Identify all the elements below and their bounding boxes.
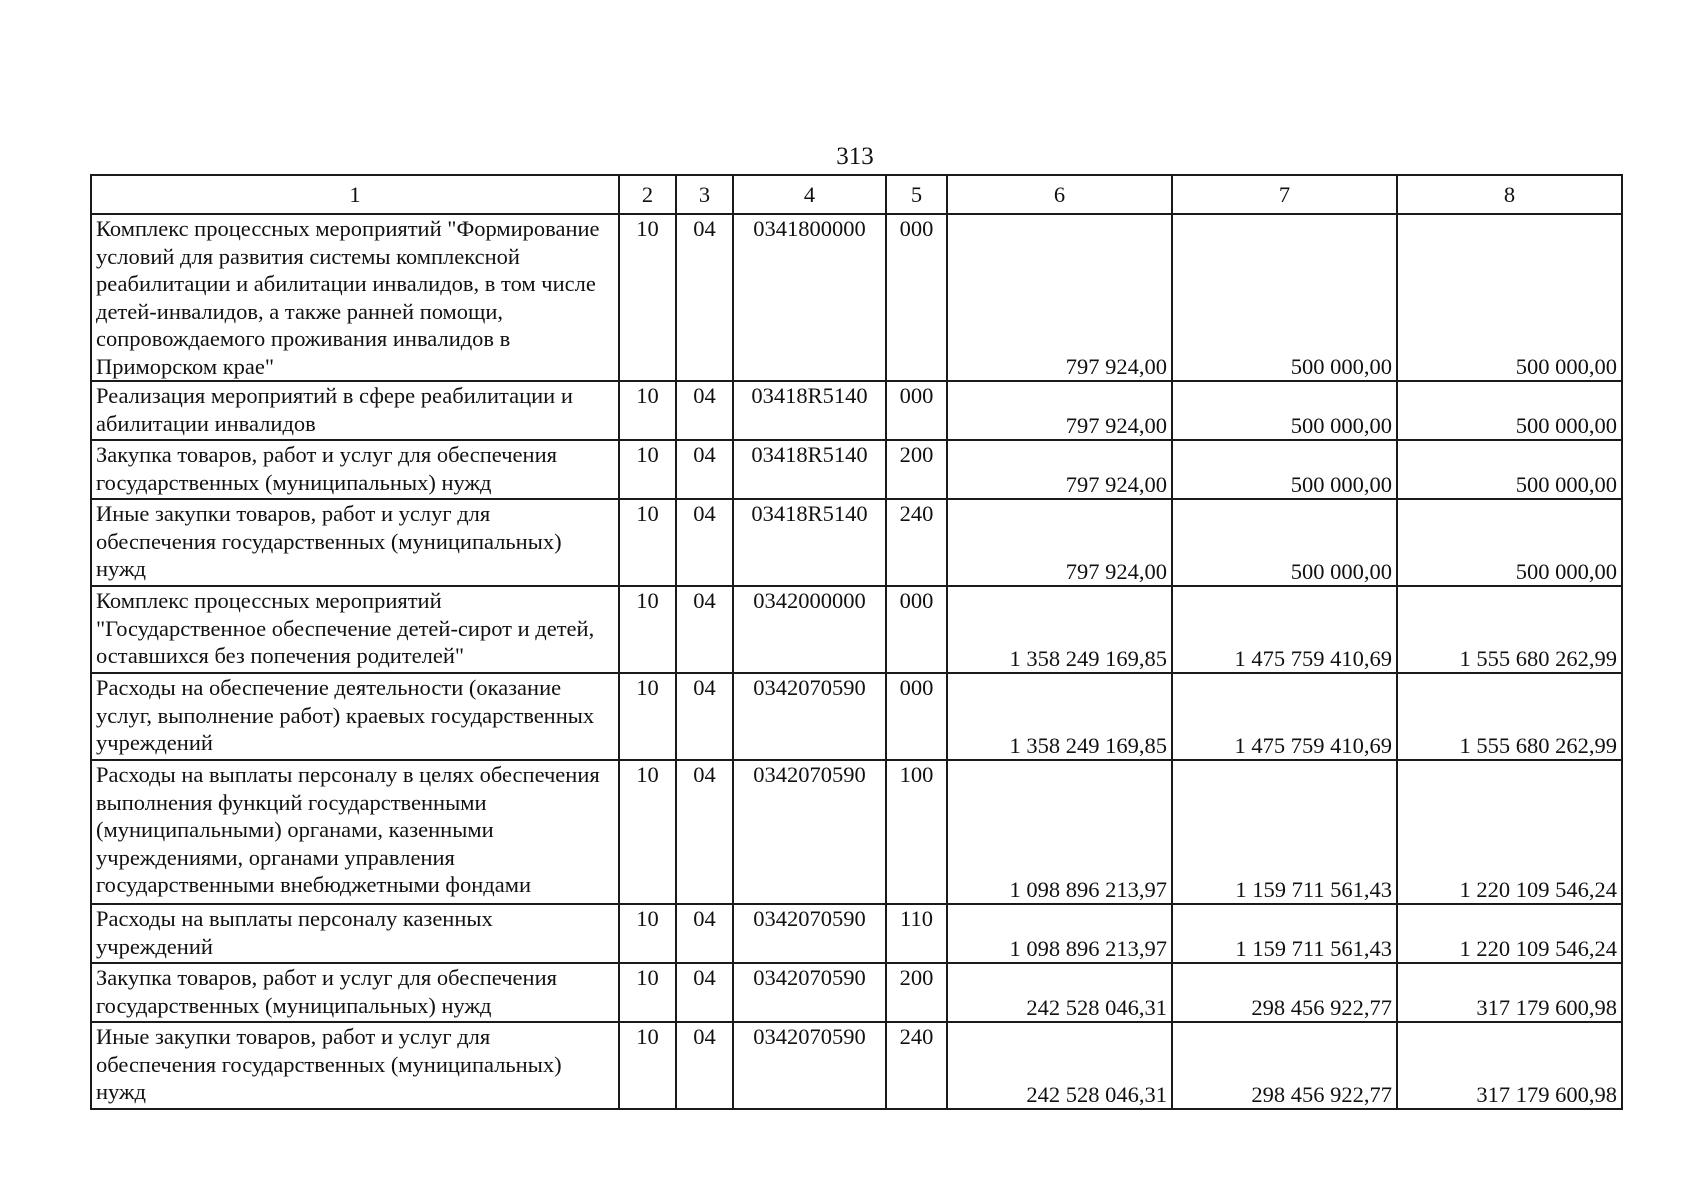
expense-type-code: 000 [886,586,947,673]
amount-col-7: 1 475 759 410,69 [1172,673,1397,760]
expense-name: Расходы на выплаты персоналу казенных учреждений [91,904,619,963]
section-code: 10 [619,760,676,904]
amount-col-8: 1 220 109 546,24 [1397,904,1622,963]
amount-col-7: 500 000,00 [1172,214,1397,381]
table-row [91,381,1622,440]
page-number: 313 [836,143,874,170]
amount-col-7: 1 159 711 561,43 [1172,904,1397,963]
column-header-7: 7 [1172,175,1397,214]
section-code: 10 [619,1022,676,1109]
section-code: 10 [619,904,676,963]
amount-col-8: 1 555 680 262,99 [1397,673,1622,760]
amount-col-7: 1 159 711 561,43 [1172,760,1397,904]
section-code: 10 [619,673,676,760]
expense-type-code: 240 [886,1022,947,1109]
amount-col-8: 500 000,00 [1397,381,1622,440]
column-header-4: 4 [733,175,886,214]
table-row [91,499,1622,586]
table-row [91,963,1622,1022]
target-item-code: 0342070590 [733,673,886,760]
header-row [91,175,1622,214]
amount-col-6: 242 528 046,31 [947,963,1172,1022]
section-code: 10 [619,963,676,1022]
subsection-code: 04 [676,499,733,586]
column-header-3: 3 [676,175,733,214]
subsection-code: 04 [676,673,733,760]
target-item-code: 0342070590 [733,904,886,963]
amount-col-6: 242 528 046,31 [947,1022,1172,1109]
table-row [91,440,1622,499]
subsection-code: 04 [676,1022,733,1109]
table-row [91,1022,1622,1109]
amount-col-6: 797 924,00 [947,499,1172,586]
target-item-code: 0342070590 [733,760,886,904]
amount-col-8: 1 220 109 546,24 [1397,760,1622,904]
amount-col-8: 317 179 600,98 [1397,1022,1622,1109]
section-code: 10 [619,586,676,673]
amount-col-7: 500 000,00 [1172,499,1397,586]
subsection-code: 04 [676,381,733,440]
subsection-code: 04 [676,904,733,963]
amount-col-8: 317 179 600,98 [1397,963,1622,1022]
amount-col-6: 1 358 249 169,85 [947,586,1172,673]
amount-col-8: 1 555 680 262,99 [1397,586,1622,673]
expense-name: Реализация мероприятий в сфере реабилитации и абилитации инвалидов [91,381,619,440]
section-code: 10 [619,214,676,381]
amount-col-7: 500 000,00 [1172,381,1397,440]
target-item-code: 0341800000 [733,214,886,381]
expense-type-code: 000 [886,214,947,381]
amount-col-6: 1 098 896 213,97 [947,760,1172,904]
table-row [91,673,1622,760]
expense-type-code: 110 [886,904,947,963]
table-row [91,214,1622,381]
column-header-6: 6 [947,175,1172,214]
expense-name: Расходы на обеспечение деятельности (оказание услуг, выполнение работ) краевых государственных учреждений [91,673,619,760]
amount-col-8: 500 000,00 [1397,440,1622,499]
expense-type-code: 000 [886,381,947,440]
table-row [91,904,1622,963]
subsection-code: 04 [676,586,733,673]
amount-col-6: 1 358 249 169,85 [947,673,1172,760]
subsection-code: 04 [676,214,733,381]
expense-name: Закупка товаров, работ и услуг для обеспечения государственных (муниципальных) нужд [91,963,619,1022]
section-code: 10 [619,440,676,499]
amount-col-6: 797 924,00 [947,214,1172,381]
expense-type-code: 000 [886,673,947,760]
subsection-code: 04 [676,760,733,904]
expense-type-code: 100 [886,760,947,904]
expense-name: Комплекс процессных мероприятий "Формирование условий для развития системы комплексной реабилитации и абилитации инвалидов, в том числе детей-инвалидов, а также ранней помощи, сопровождаемого проживания инвалидов в Приморском крае" [91,214,619,381]
amount-col-8: 500 000,00 [1397,214,1622,381]
column-header-1: 1 [91,175,619,214]
subsection-code: 04 [676,963,733,1022]
amount-col-7: 298 456 922,77 [1172,963,1397,1022]
target-item-code: 03418R5140 [733,381,886,440]
subsection-code: 04 [676,440,733,499]
amount-col-7: 500 000,00 [1172,440,1397,499]
amount-col-7: 298 456 922,77 [1172,1022,1397,1109]
expense-type-code: 200 [886,440,947,499]
expense-name: Иные закупки товаров, работ и услуг для обеспечения государственных (муниципальных) нужд [91,499,619,586]
amount-col-6: 1 098 896 213,97 [947,904,1172,963]
section-code: 10 [619,499,676,586]
target-item-code: 03418R5140 [733,499,886,586]
table-row [91,760,1622,904]
target-item-code: 0342070590 [733,1022,886,1109]
expense-type-code: 240 [886,499,947,586]
column-header-8: 8 [1397,175,1622,214]
amount-col-8: 500 000,00 [1397,499,1622,586]
budget-table [90,174,1623,1110]
amount-col-6: 797 924,00 [947,381,1172,440]
expense-name: Комплекс процессных мероприятий "Государственное обеспечение детей-сирот и детей, оставшихся без попечения родителей" [91,586,619,673]
target-item-code: 0342070590 [733,963,886,1022]
target-item-code: 03418R5140 [733,440,886,499]
amount-col-6: 797 924,00 [947,440,1172,499]
expense-name: Расходы на выплаты персоналу в целях обеспечения выполнения функций государственными (муниципальными) органами, казенными учреждениями, органами управления государственными внебюджетными фондами [91,760,619,904]
table-row [91,586,1622,673]
expense-name: Закупка товаров, работ и услуг для обеспечения государственных (муниципальных) нужд [91,440,619,499]
amount-col-7: 1 475 759 410,69 [1172,586,1397,673]
expense-type-code: 200 [886,963,947,1022]
target-item-code: 0342000000 [733,586,886,673]
column-header-2: 2 [619,175,676,214]
column-header-5: 5 [886,175,947,214]
section-code: 10 [619,381,676,440]
expense-name: Иные закупки товаров, работ и услуг для обеспечения государственных (муниципальных) нужд [91,1022,619,1109]
